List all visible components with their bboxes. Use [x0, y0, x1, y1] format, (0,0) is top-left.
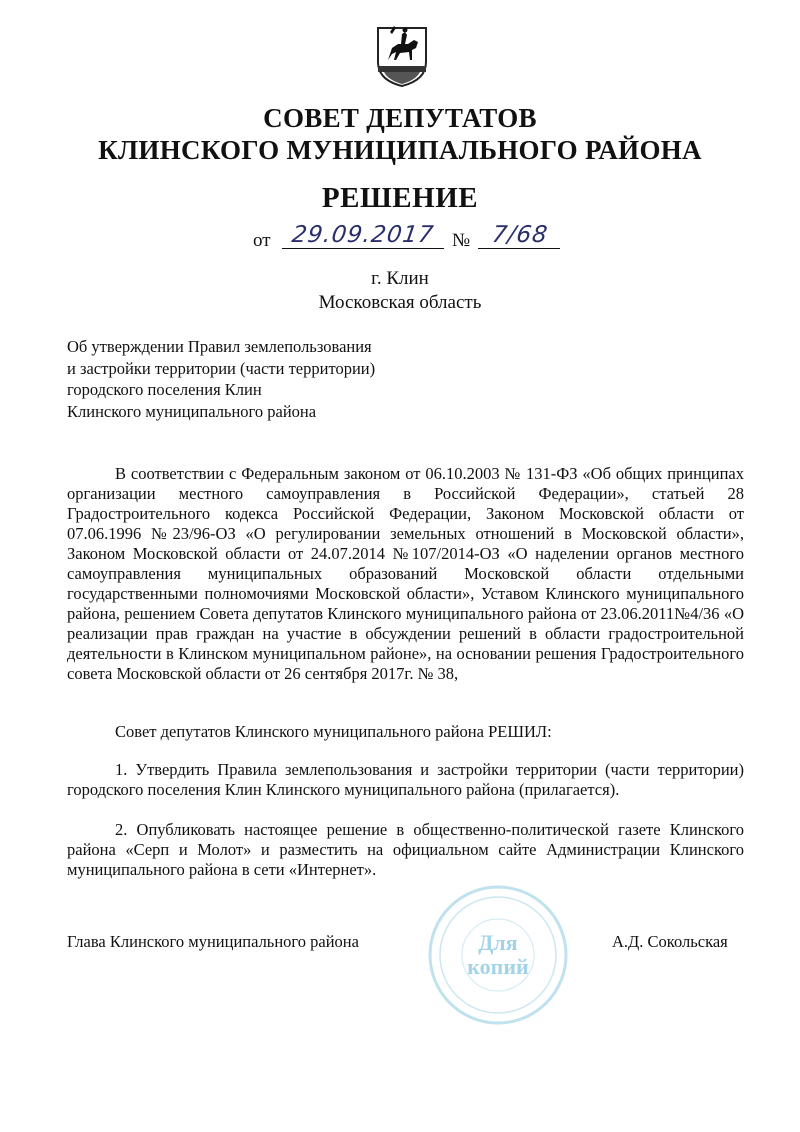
- organization-name-line2: КЛИНСКОГО МУНИЦИПАЛЬНОГО РАЙОНА: [98, 135, 702, 165]
- signatory-title: Глава Клинского муниципального района: [67, 932, 359, 951]
- city-name: г. Клин: [371, 268, 429, 289]
- date-number-line: [0, 222, 800, 258]
- handwritten-number: 7/68: [490, 222, 550, 248]
- subject-line: городского поселения Клин: [67, 380, 262, 399]
- document-type-title: РЕШЕНИЕ: [321, 182, 479, 214]
- date-prefix: от: [253, 230, 271, 251]
- date-underline: [282, 248, 444, 249]
- subject-line: и застройки территории (части территории): [67, 358, 376, 378]
- resolution-item-1: 1. Утвердить Правила землепользования и застройки территории (части территории) городского поселения Клин Клинского муниципального района (прилагается).: [67, 760, 744, 799]
- preamble-paragraph: В соответствии с Федеральным законом от 06.10.2003 № 131-ФЗ «Об общих принципах организации местного самоуправления в Российской Федерации», статьей 28 Градостроительного кодекса Российской Федерации, Законом Московской области от 07.06.1996 №23/96-ОЗ «О регулировании земельных отношений в Московской области», Законом Московской области от 24.07.2014 №107/2014-ОЗ «О наделении органов местного самоуправления муниципальных образований Московской области отдельными государственными полномочиями Московской области», Уставом Клинского муниципального района, решением Совета депутатов Клинского муниципального района от 23.06.2011№4/36 «О реализации прав граждан на участие в обсуждении решений в области градостроительной деятельности в Клинском муниципальном районе», на основании решения Градостроительного совета Московской области от 26 сентября 2017г. № 38,: [67, 464, 744, 683]
- resolution-item-2: 2. Опубликовать настоящее решение в общественно-политической газете Клинского района «Серп и Молот» и разместить на официальном сайте Администрации Клинского муниципального района в сети «Интернет».: [67, 820, 744, 879]
- subject-line: Клинского муниципального района: [67, 401, 317, 421]
- resolution-statement: Совет депутатов Клинского муниципального района РЕШИЛ:: [115, 722, 552, 741]
- official-stamp: [418, 880, 578, 1030]
- document-subject: [67, 336, 427, 422]
- subject-line: Об утверждении Правил землепользования: [67, 337, 372, 356]
- stamp-line1: Для: [478, 930, 518, 955]
- signatory-name: А.Д. Сокольская: [612, 932, 728, 951]
- coat-of-arms-icon: [374, 22, 430, 88]
- organization-name-line1: СОВЕТ ДЕПУТАТОВ: [263, 103, 537, 133]
- handwritten-date: 29.09.2017: [290, 222, 436, 248]
- number-prefix: №: [452, 230, 471, 251]
- stamp-line2: копий: [467, 954, 529, 979]
- region-name: Московская область: [318, 292, 482, 313]
- number-underline: [478, 248, 560, 249]
